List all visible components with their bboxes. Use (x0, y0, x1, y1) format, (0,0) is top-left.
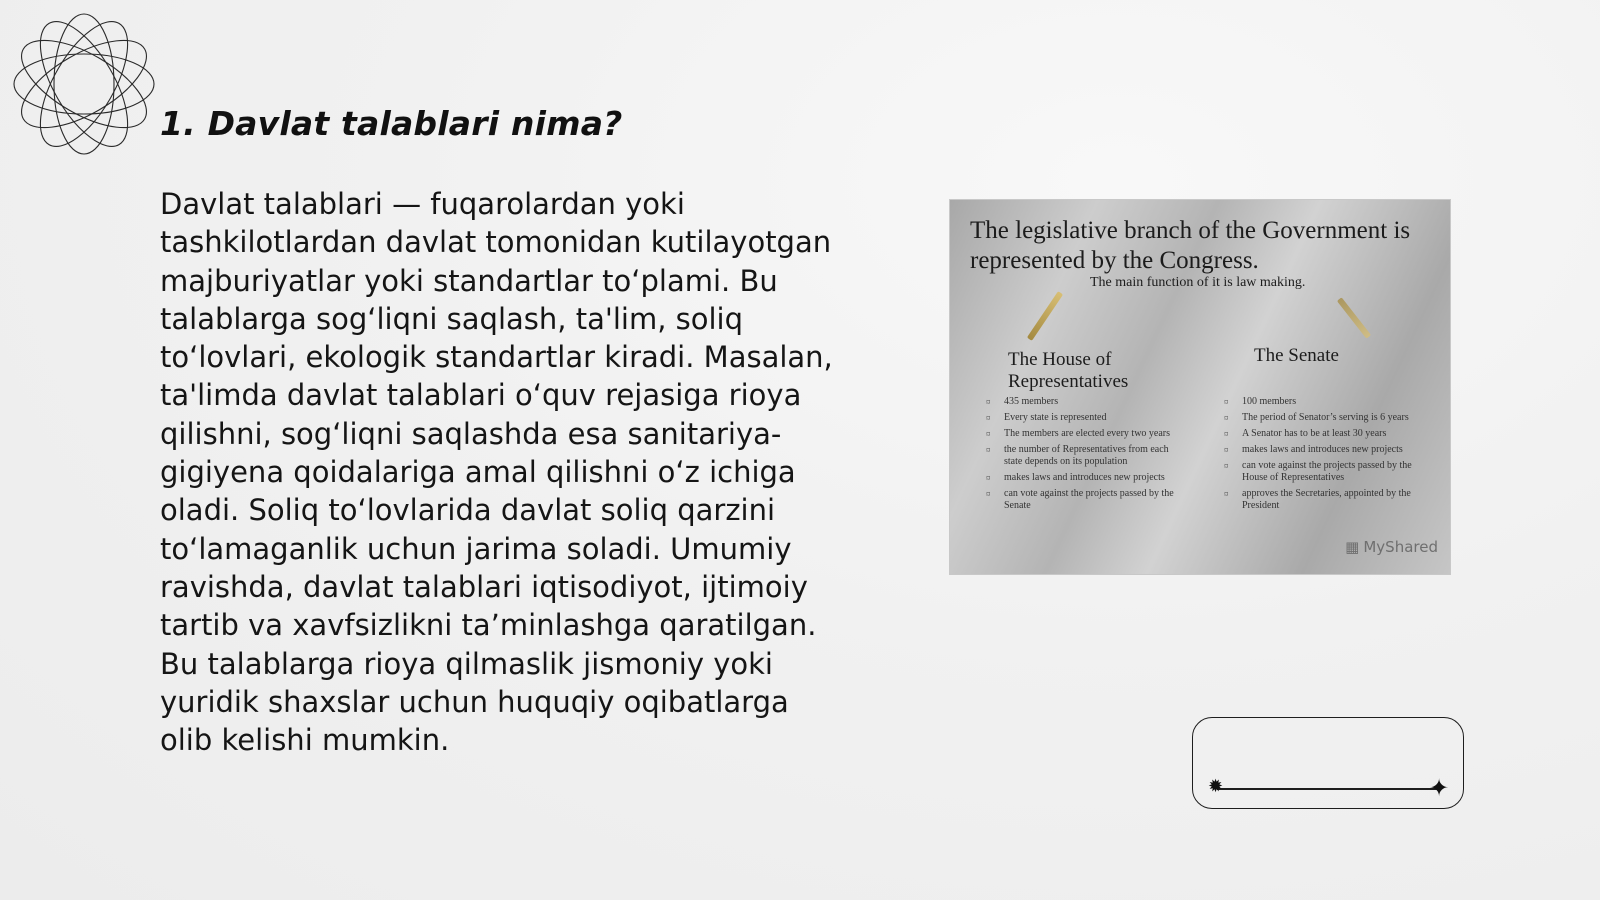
decorative-card (1192, 717, 1464, 809)
list-item: ¤ makes laws and introduces new projects (982, 472, 1182, 484)
list-item: ¤ approves the Secretaries, appointed by the President (1220, 488, 1430, 512)
list-item: ¤ can vote against the projects passed by the House of Representatives (1220, 460, 1430, 484)
list-item: ¤ 100 members (1220, 396, 1430, 408)
watermark-text: MyShared (1363, 538, 1438, 556)
sun-icon: ✹ (1208, 776, 1224, 797)
sparkle-star-icon: ✦ (1429, 774, 1450, 802)
spirograph-ornament-icon (10, 10, 158, 158)
house-title (1008, 349, 1138, 393)
list-item: ¤ Every state is represented (982, 412, 1182, 424)
list-item: ¤ makes laws and introduces new projects (1220, 444, 1430, 456)
list-item: ¤ the number of Representatives from each state depends on its population (982, 444, 1182, 468)
house-list (982, 396, 1182, 516)
list-item: ¤ can vote against the projects passed by the Senate (982, 488, 1182, 512)
card-divider-line (1217, 788, 1439, 790)
list-item: ¤ The period of Senator’s serving is 6 years (1220, 412, 1430, 424)
list-item: ¤ 435 members (982, 396, 1182, 408)
image-heading: The legislative branch of the Government is represented by the Congress. (970, 217, 1411, 274)
house-title-text: The House of Representatives (1008, 349, 1129, 392)
slide-title: 1. Davlat talablari nima? (160, 104, 623, 143)
list-item: ¤ A Senator has to be at least 30 years (1220, 428, 1430, 440)
congress-diagram-image (950, 200, 1450, 574)
watermark (1345, 538, 1438, 556)
body-paragraph: Davlat talablari — fuqarolardan yoki tashkilotlardan davlat tomonidan kutilayotgan majburiyatlar yoki standartlar to‘plami. Bu talablarga sog‘liqni saqlash, ta'lim, soliq to‘lovlari, ekologik standartlar kiradi. Masalan, ta'limda davlat talablari o‘quv rejasiga rioya qilishni, sog‘liqni saqlashda esa sanitariya-gigiyena qoidalariga amal qilishni o‘z ichiga oladi. Soliq to‘lovlarida davlat soliq qarzini to‘lamaganlik uchun jarima soladi. Umumiy ravishda, davlat talablari iqtisodiyot, ijtimoiy tartib va xavfsizlikni ta’minlashga qaratilgan. Bu talablarga rioya qilmaslik jismoniy yoki yuridik shaxslar uchun huquqiy oqibatlarga olib kelishi mumkin. (160, 187, 833, 758)
myshared-logo-icon: ▦ (1345, 538, 1360, 556)
senate-title: The Senate (1254, 345, 1339, 366)
senate-list (1220, 396, 1430, 516)
image-subheading: The main function of it is law making. (1090, 275, 1306, 290)
list-item: ¤ The members are elected every two years (982, 428, 1182, 440)
